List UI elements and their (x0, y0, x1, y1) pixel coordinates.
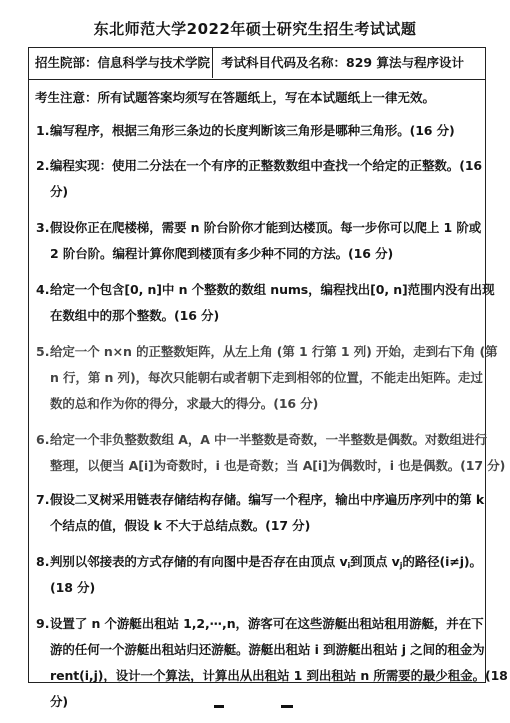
question-line: 游的任何一个游艇出租站归还游艇。游艇出租站 i 到游艇出租站 j 之间的租金为 (50, 642, 485, 657)
page-mark-dash (281, 705, 293, 708)
question-line: 数的总和作为你的得分，求最大的得分。(16 分) (50, 396, 319, 411)
page-mark-dash (214, 705, 224, 708)
question-number: 7. (36, 492, 50, 507)
exam-title: 东北师范大学2022年硕士研究生招生考试试题 (93, 20, 417, 38)
question-number: 8. (36, 554, 50, 569)
subscript-j: j (399, 561, 403, 570)
question-number: 5. (36, 344, 50, 359)
question-number: 4. (36, 282, 50, 297)
question-line: n 行，第 n 列)，每次只能朝右或者朝下走到相邻的位置，不能走出矩阵。走过 (50, 370, 483, 385)
question-line: 给定一个包含[0, n]中 n 个整数的数组 nums，编程找出[0, n]范围内没有出现 (50, 282, 495, 297)
question-text: 的路径(i≠j)。 (402, 554, 482, 569)
exam-notice: 考生注意：所有试题答案均须写在答题纸上，写在本试题纸上一律无效。 (35, 90, 436, 105)
question-text: 到顶点 v (350, 554, 400, 569)
question-line: 分) (50, 694, 69, 709)
question-line: rent(i,j)，设计一个算法，计算出从出租站 1 到出租站 n 所需要的最少租金。(18 (50, 668, 508, 683)
exam-frame (28, 47, 508, 709)
question-line: 假设你正在爬楼梯，需要 n 阶台阶你才能到达楼顶。每一步你可以爬上 1 阶或 (50, 220, 482, 235)
college-label: 招生院部：信息科学与技术学院 (29, 48, 213, 78)
question-number: 2. (36, 158, 50, 173)
subscript-i: i (347, 561, 351, 570)
subject-label: 考试科目代码及名称：829 算法与程序设计 (221, 55, 464, 70)
question-number: 9. (36, 616, 50, 631)
question-line: 整理，以便当 A[i]为奇数时，i 也是奇数；当 A[i]为偶数时，i 也是偶数。(17 分) (50, 458, 506, 473)
question-line: 编程实现：使用二分法在一个有序的正整数数组中查找一个给定的正整数。(16 (50, 158, 483, 173)
question-text: 判别以邻接表的方式存储的有向图中是否存在由顶点 v (50, 554, 348, 569)
question-line (50, 549, 482, 579)
question-line: (18 分) (50, 580, 96, 595)
question-number: 6. (36, 432, 50, 447)
question-line: 设置了 n 个游艇出租站 1,2,⋯,n，游客可在这些游艇出租站租用游艇，并在下 (50, 616, 484, 631)
question-line: 2 阶台阶。编程计算你爬到楼顶有多少种不同的方法。(16 分) (50, 246, 394, 261)
question-line: 分) (50, 184, 69, 199)
question-line: 编写程序，根据三角形三条边的长度判断该三角形是哪种三角形。(16 分) (50, 123, 455, 138)
question-line: 个结点的值，假设 k 不大于总结点数。(17 分) (50, 518, 311, 533)
question-line: 给定一个 n×n 的正整数矩阵，从左上角 (第 1 行第 1 列) 开始，走到右下角 (第 (50, 344, 498, 359)
question-number: 1. (36, 123, 50, 138)
question-line: 假设二叉树采用链表存储结构存储。编写一个程序，输出中序遍历序列中的第 k (50, 492, 485, 507)
question-number: 3. (36, 220, 50, 235)
question-line: 给定一个非负整数数组 A，A 中一半整数是奇数，一半整数是偶数。对数组进行 (50, 432, 487, 447)
question-line: 在数组中的那个整数。(16 分) (50, 308, 220, 323)
header-row (29, 48, 485, 80)
